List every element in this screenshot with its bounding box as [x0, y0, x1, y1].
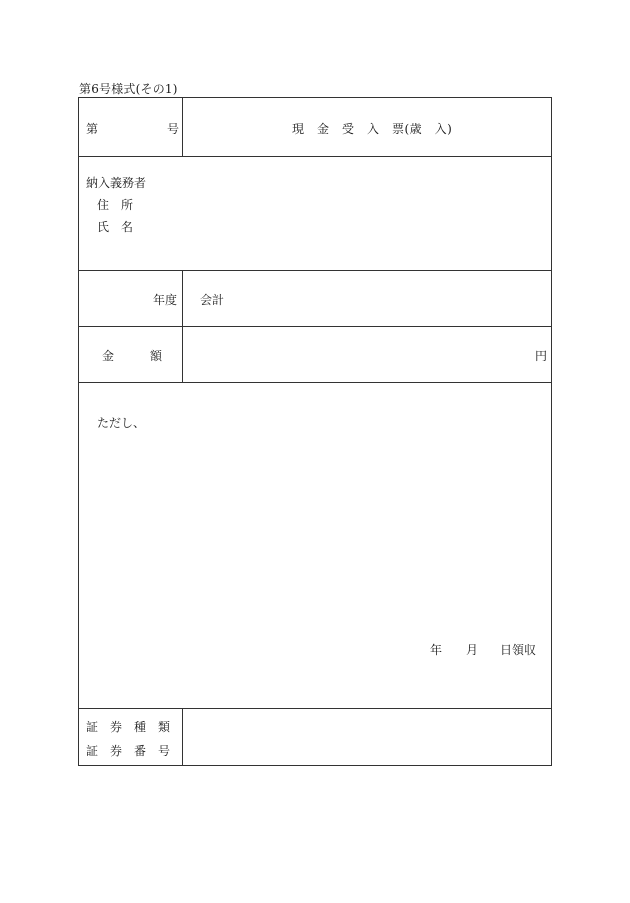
note-text: ただし、 [97, 416, 146, 430]
column-divider-securities [182, 708, 183, 766]
row-divider-fiscal [79, 326, 551, 327]
payer-address-label: 住 所 [97, 198, 134, 212]
fiscal-year-label: 年度 [153, 293, 178, 307]
row-divider-payer [79, 270, 551, 271]
column-divider-fiscal-amount [182, 270, 183, 382]
payer-name-label: 氏 名 [97, 220, 134, 234]
amount-unit: 円 [535, 349, 548, 363]
row-divider-note [79, 708, 551, 709]
row-divider-header [79, 156, 551, 157]
amount-label: 金 額 [102, 349, 163, 363]
securities-number-label: 証 券 番 号 [86, 744, 171, 758]
number-label-suffix: 号 [167, 122, 180, 136]
payer-heading: 納入義務者 [86, 176, 147, 190]
receipt-day-label: 日領収 [500, 643, 537, 657]
receipt-month-label: 月 [466, 643, 479, 657]
form-title: 現 金 受 入 票(歳 入) [292, 122, 453, 136]
receipt-year-label: 年 [430, 643, 443, 657]
column-divider-header [182, 98, 183, 156]
cash-receipt-form [78, 97, 552, 766]
number-label-prefix: 第 [86, 122, 99, 136]
row-divider-amount [79, 382, 551, 383]
form-number-label: 第6号様式(その1) [79, 82, 178, 96]
account-label: 会計 [200, 293, 225, 307]
securities-type-label: 証 券 種 類 [86, 720, 171, 734]
